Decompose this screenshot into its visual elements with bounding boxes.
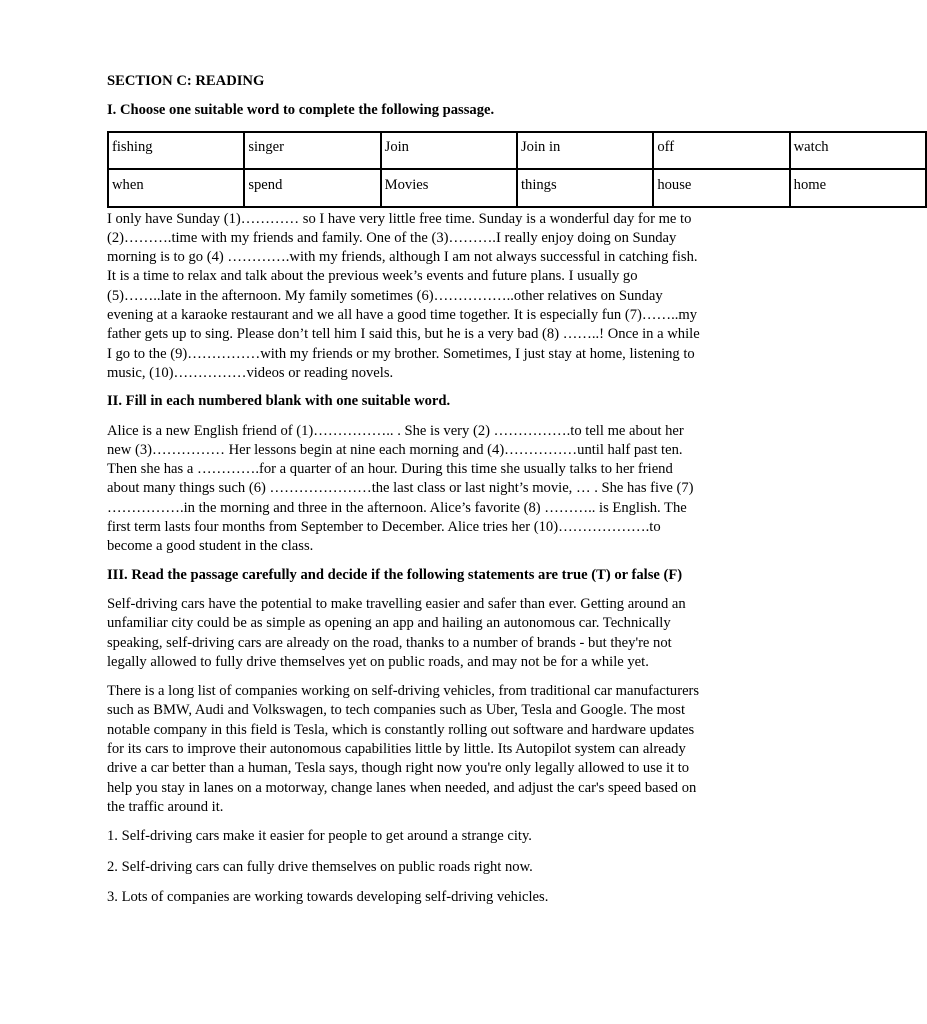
word-cell: watch [790,132,926,169]
part3-paragraph: There is a long list of companies working on self-driving vehicles, from traditional car manufacturers such as BMW, Audi and Volkswagen, to tech companies such as Uber, Tesla and Google. The most notable company in this field is Tesla, which is constantly rolling out software and hardware updates for its cars to improve their autonomous capabilities little by little. Its Autopilot system can already drive a car better than a human, Tesla says, though right now you're only legally allowed to use it to help you stay in lanes on a motorway, change lanes when needed, and adjust the car's speed based on the traffic around it. [107,683,700,815]
part1-passage: I only have Sunday (1)………… so I have very little free time. Sunday is a wonderful day for me to (2)……….time with my friends and family. One of the (3)……….I really enjoy doing on Sunday morning is to go (4) ………….with my friends, although I am not always successful in catching fish. It is a time to relax and talk about the previous week’s events and future plans. I usually go (5)……..late in the afternoon. My family sometimes (6)……………..other relatives on Sunday evening at a karaoke restaurant and we all have a good time together. It is especially fun (7)……..my father gets up to sing. Please don’t tell him I said this, but he is a very bad (8) ……..! Once in a while I go to the (9)……………with my friends or my brother. Sometimes, I just stay at home, listening to music, (10)……………videos or reading novels. [107,210,700,381]
word-box [107,131,829,208]
word-cell: singer [244,132,380,169]
word-cell: off [653,132,789,169]
statement-item: 3. Lots of companies are working towards developing self-driving vehicles. [107,888,549,905]
word-box-table [107,131,927,208]
word-cell: home [790,169,926,207]
word-box-row [108,169,926,207]
statement-item: 2. Self-driving cars can fully drive themselves on public roads right now. [107,858,533,875]
word-cell: things [517,169,653,207]
word-cell: house [653,169,789,207]
word-cell: Join in [517,132,653,169]
part1-heading: I. Choose one suitable word to complete the following passage. [107,102,495,119]
document-page [107,72,829,918]
word-cell: when [108,169,244,207]
part3-paragraph: Self-driving cars have the potential to make travelling easier and safer than ever. Getting around an unfamiliar city could be as simple as opening an app and hailing an autonomous car. Technically speaking, self-driving cars are already on the road, thanks to a number of brands - but they're not legally allowed to fully drive themselves yet on public roads, and may not be for a while yet. [107,595,686,670]
word-box-row [108,132,926,169]
word-cell: Movies [381,169,517,207]
word-cell: Join [381,132,517,169]
word-cell: fishing [108,132,244,169]
word-cell: spend [244,169,380,207]
part2-passage: Alice is a new English friend of (1)…………….. . She is very (2) …………….to tell me about her new (3)…………… Her lessons begin at nine each morning and (4)……………until half past ten. Then she has a ………….for a quarter of an hour. During this time she usually talks to her friend about many things such (6) …………………the last class or last night’s movie, … . She has five (7) …………….in the morning and three in the afternoon. Alice’s favorite (8) ……….. is English. The first term lasts four months from September to December. Alice tries her (10)……………….to become a good student in the class. [107,422,694,555]
section-title: SECTION C: READING [107,73,265,89]
statement-item: 1. Self-driving cars make it easier for people to get around a strange city. [107,828,532,845]
part2-heading: II. Fill in each numbered blank with one suitable word. [107,393,451,410]
part3-heading: III. Read the passage carefully and decide if the following statements are true (T) or false (F) [107,566,683,583]
